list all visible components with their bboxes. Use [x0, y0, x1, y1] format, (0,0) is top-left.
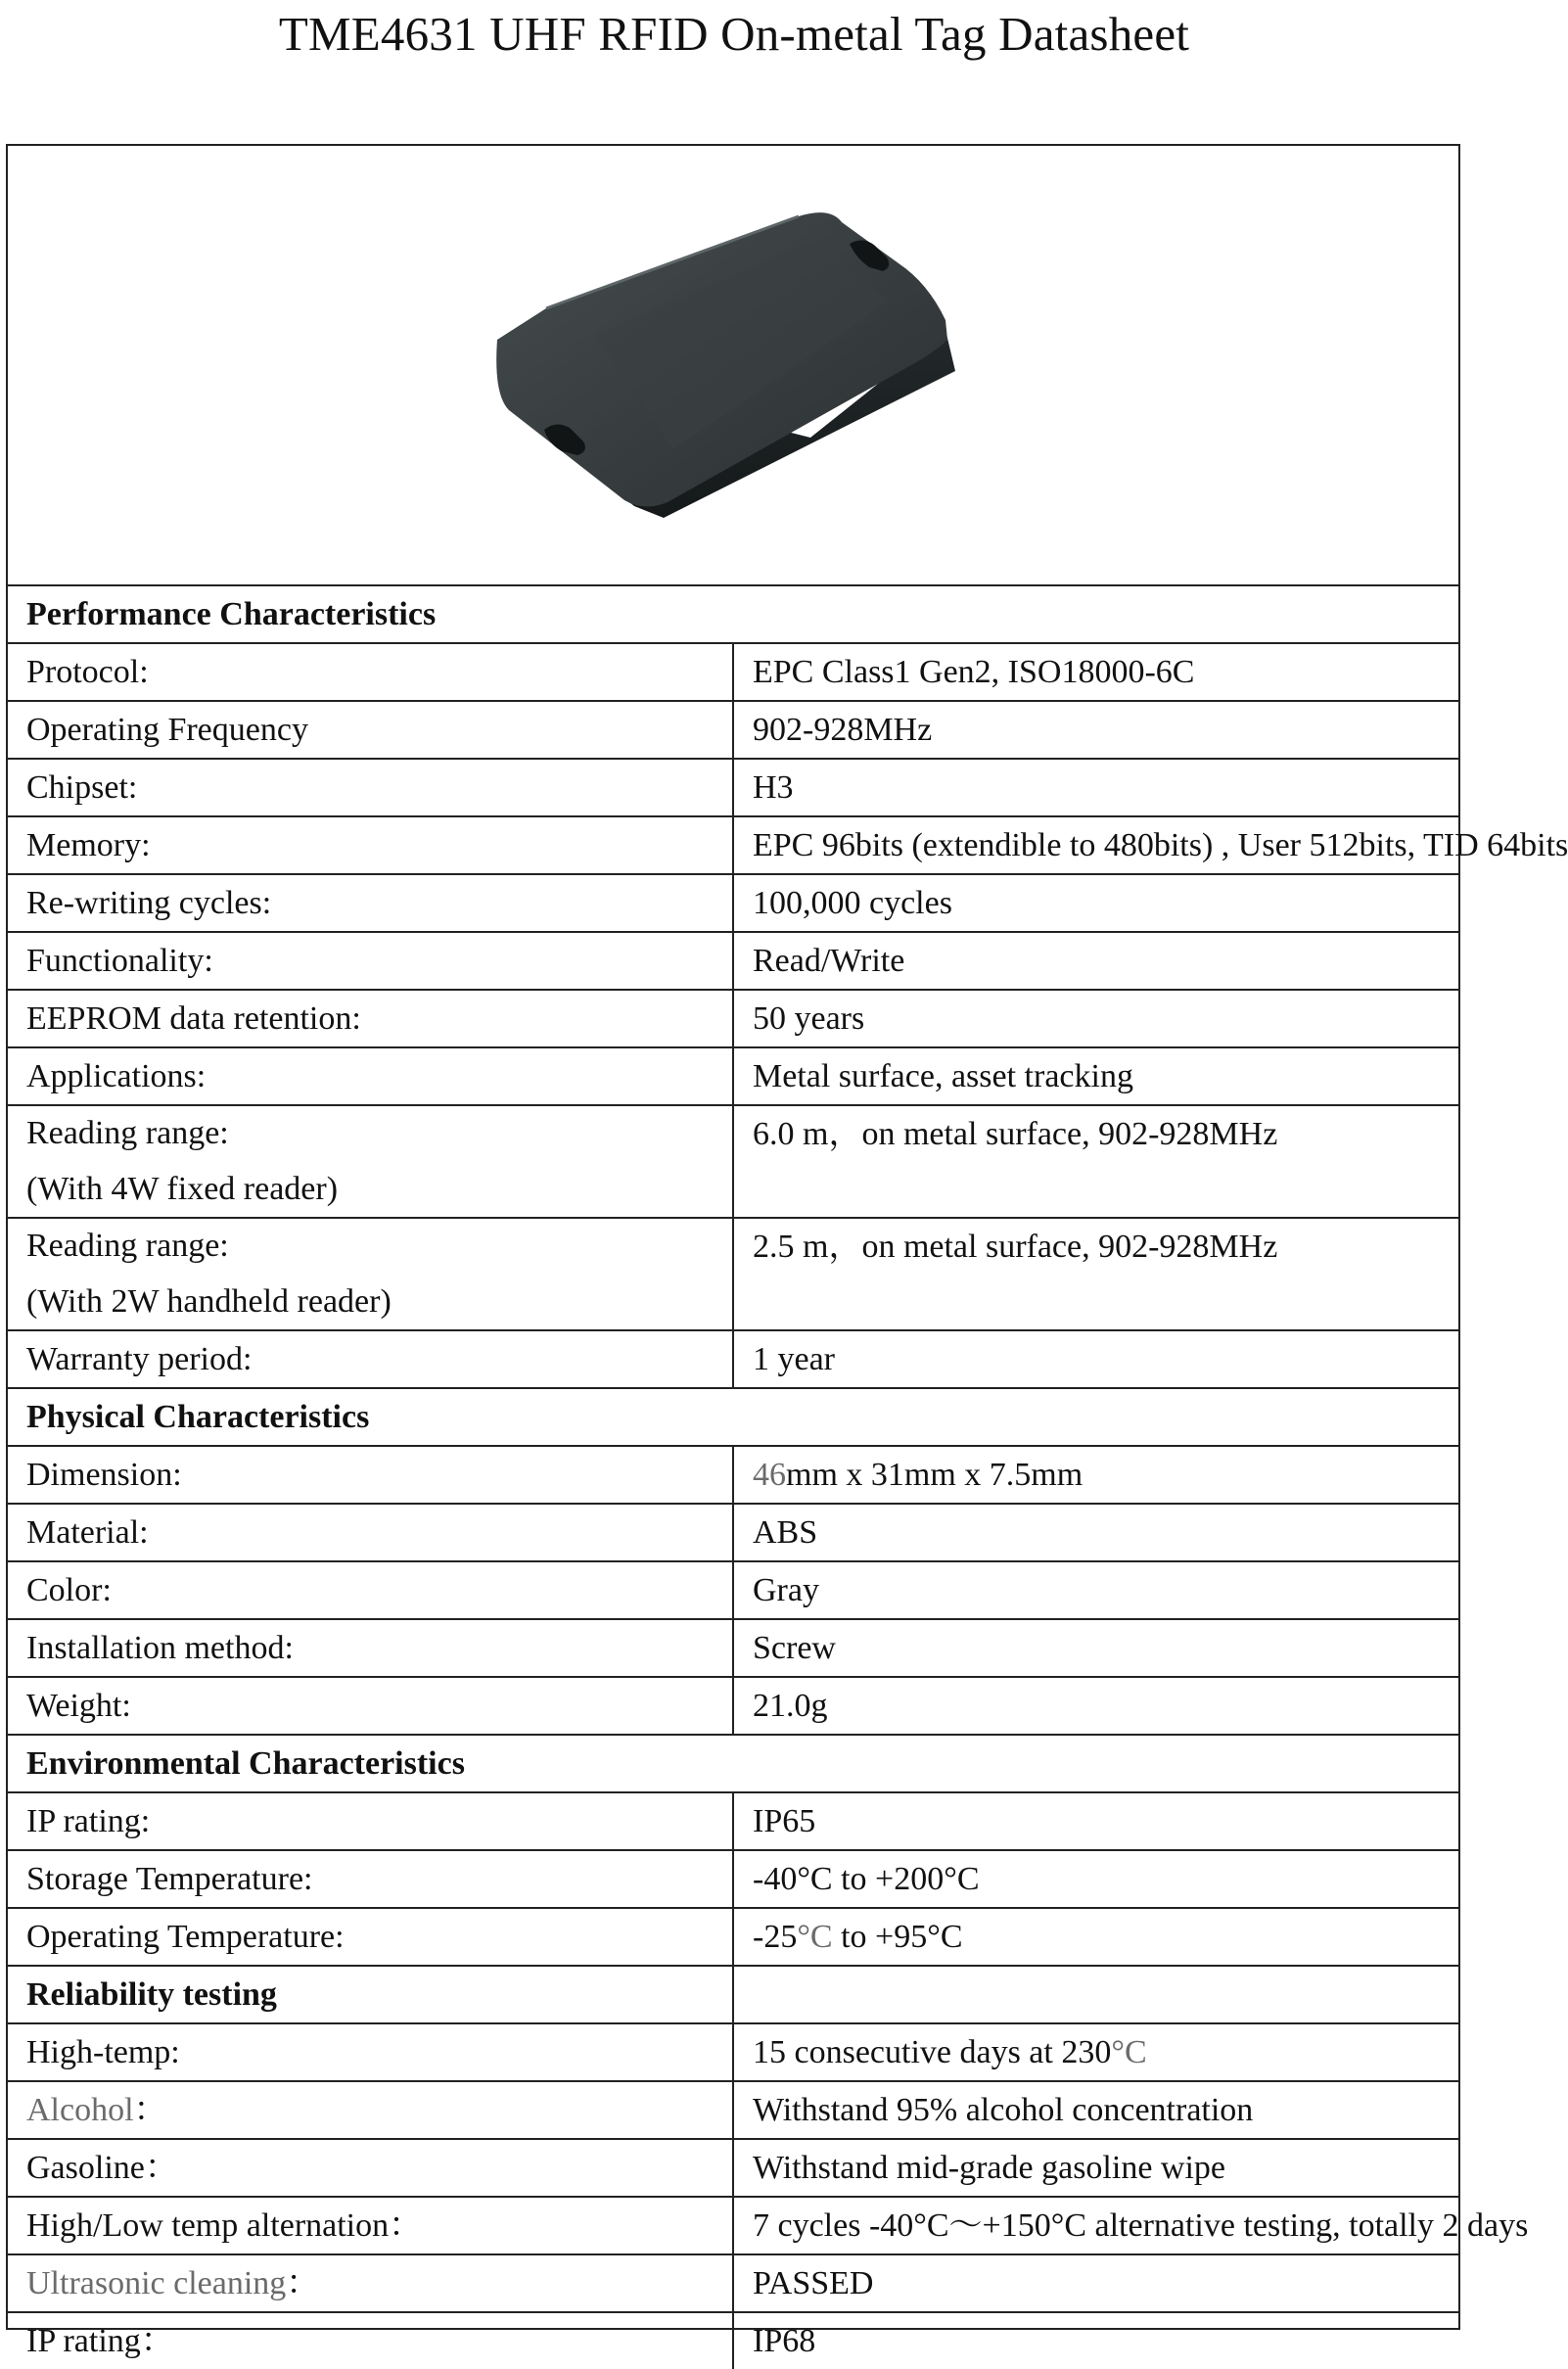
label-part: Ultrasonic cleaning — [26, 2265, 287, 2301]
row-value: 1 year — [733, 1330, 1458, 1388]
row-label: EEPROM data retention: — [8, 990, 733, 1047]
row-label — [8, 1105, 733, 1218]
table-row — [8, 1850, 1458, 1908]
row-value: 6.0 m，on metal surface, 902-928MHz — [733, 1105, 1458, 1218]
row-label: IP rating： — [8, 2312, 733, 2369]
row-label: Gasoline： — [8, 2139, 733, 2197]
row-value: 7 cycles -40°C～+150°C alternative testing, totally 2 days — [733, 2197, 1458, 2254]
value-part: mm x 31mm x 7.5mm — [786, 1457, 1084, 1493]
table-row — [8, 2139, 1458, 2197]
row-value: EPC Class1 Gen2, ISO18000-6C — [733, 643, 1458, 701]
value-part: 46 — [753, 1457, 786, 1493]
row-value: Withstand 95% alcohol concentration — [733, 2081, 1458, 2139]
table-row — [8, 932, 1458, 990]
table-row — [8, 1218, 1458, 1330]
table-row — [8, 1446, 1458, 1504]
table-row — [8, 1561, 1458, 1619]
row-label: Chipset: — [8, 759, 733, 816]
row-label — [8, 2254, 733, 2312]
row-value: IP68 — [733, 2312, 1458, 2369]
row-label — [8, 1218, 733, 1330]
table-row — [8, 1908, 1458, 1966]
row-label: Memory: — [8, 816, 733, 874]
row-value: ABS — [733, 1504, 1458, 1561]
row-value: Metal surface, asset tracking — [733, 1047, 1458, 1105]
table-row — [8, 1677, 1458, 1735]
row-label: Storage Temperature: — [8, 1850, 733, 1908]
row-value: 100,000 cycles — [733, 874, 1458, 932]
empty-cell — [733, 1966, 1458, 2023]
section-performance: Performance Characteristics — [26, 596, 437, 632]
row-label: High-temp: — [8, 2023, 733, 2081]
row-label: Color: — [8, 1561, 733, 1619]
value-part: to +95°C — [832, 1919, 963, 1955]
page-title: TME4631 UHF RFID On-metal Tag Datasheet — [278, 7, 1190, 61]
row-label-line2: (With 2W handheld reader) — [26, 1282, 392, 1320]
row-value: 902-928MHz — [733, 701, 1458, 759]
row-label-line1: Reading range: — [26, 1228, 229, 1264]
row-value — [733, 1908, 1458, 1966]
table-row — [8, 1047, 1458, 1105]
section-environmental: Environmental Characteristics — [8, 1735, 1458, 1792]
table-row — [8, 2312, 1458, 2369]
table-row — [8, 2197, 1458, 2254]
table-row — [8, 2254, 1458, 2312]
table-row — [8, 2023, 1458, 2081]
row-value: Read/Write — [733, 932, 1458, 990]
row-value: PASSED — [733, 2254, 1458, 2312]
row-value: Screw — [733, 1619, 1458, 1677]
row-value — [733, 2023, 1458, 2081]
table-row — [8, 2081, 1458, 2139]
table-row — [8, 816, 1458, 874]
section-row — [8, 586, 1458, 643]
row-label: High/Low temp alternation： — [8, 2197, 733, 2254]
spec-table — [8, 586, 1568, 2369]
rfid-tag-image — [487, 193, 987, 565]
row-value: 50 years — [733, 990, 1458, 1047]
row-value: IP65 — [733, 1792, 1458, 1850]
row-label-line1: Reading range: — [26, 1115, 229, 1151]
table-row — [8, 1792, 1458, 1850]
row-label: Functionality: — [8, 932, 733, 990]
row-label: Weight: — [8, 1677, 733, 1735]
row-value — [733, 1446, 1458, 1504]
table-row — [8, 701, 1458, 759]
datasheet-table — [6, 144, 1568, 2359]
row-value: Withstand mid-grade gasoline wipe — [733, 2139, 1458, 2197]
table-row — [8, 1619, 1458, 1677]
row-label: Protocol: — [8, 643, 733, 701]
row-label: Installation method: — [8, 1619, 733, 1677]
table-row — [8, 990, 1458, 1047]
section-physical: Physical Characteristics — [8, 1388, 1458, 1446]
value-part: °C — [1111, 2034, 1147, 2070]
row-value: 21.0g — [733, 1677, 1458, 1735]
table-row — [8, 1330, 1458, 1388]
table-row — [8, 874, 1458, 932]
row-label: Applications: — [8, 1047, 733, 1105]
row-value: 2.5 m，on metal surface, 902-928MHz — [733, 1218, 1458, 1330]
row-label: Operating Frequency — [8, 701, 733, 759]
table-row — [8, 759, 1458, 816]
section-row — [8, 1388, 1458, 1446]
section-row — [8, 1966, 1458, 2023]
value-part: °C — [797, 1919, 833, 1955]
row-label — [8, 2081, 733, 2139]
row-label: Operating Temperature: — [8, 1908, 733, 1966]
row-label: Material: — [8, 1504, 733, 1561]
value-part: 15 consecutive days at 230 — [753, 2034, 1112, 2070]
label-part: Alcohol — [26, 2092, 134, 2128]
value-part: -25 — [753, 1919, 798, 1955]
table-row — [8, 1504, 1458, 1561]
row-value: EPC 96bits (extendible to 480bits) , User 512bits, TID 64bits — [733, 816, 1458, 874]
row-value: Gray — [733, 1561, 1458, 1619]
row-label: Warranty period: — [8, 1330, 733, 1388]
section-reliability: Reliability testing — [8, 1966, 733, 2023]
row-label: IP rating: — [8, 1792, 733, 1850]
label-part: ： — [286, 2265, 320, 2301]
section-row — [8, 1735, 1458, 1792]
label-part: ： — [133, 2092, 167, 2128]
row-label: Re-writing cycles: — [8, 874, 733, 932]
row-label-line2: (With 4W fixed reader) — [26, 1170, 339, 1207]
table-row — [8, 1105, 1458, 1218]
product-image-cell — [8, 146, 1458, 586]
row-value: H3 — [733, 759, 1458, 816]
row-label: Dimension: — [8, 1446, 733, 1504]
table-row — [8, 643, 1458, 701]
row-value: -40°C to +200°C — [733, 1850, 1458, 1908]
